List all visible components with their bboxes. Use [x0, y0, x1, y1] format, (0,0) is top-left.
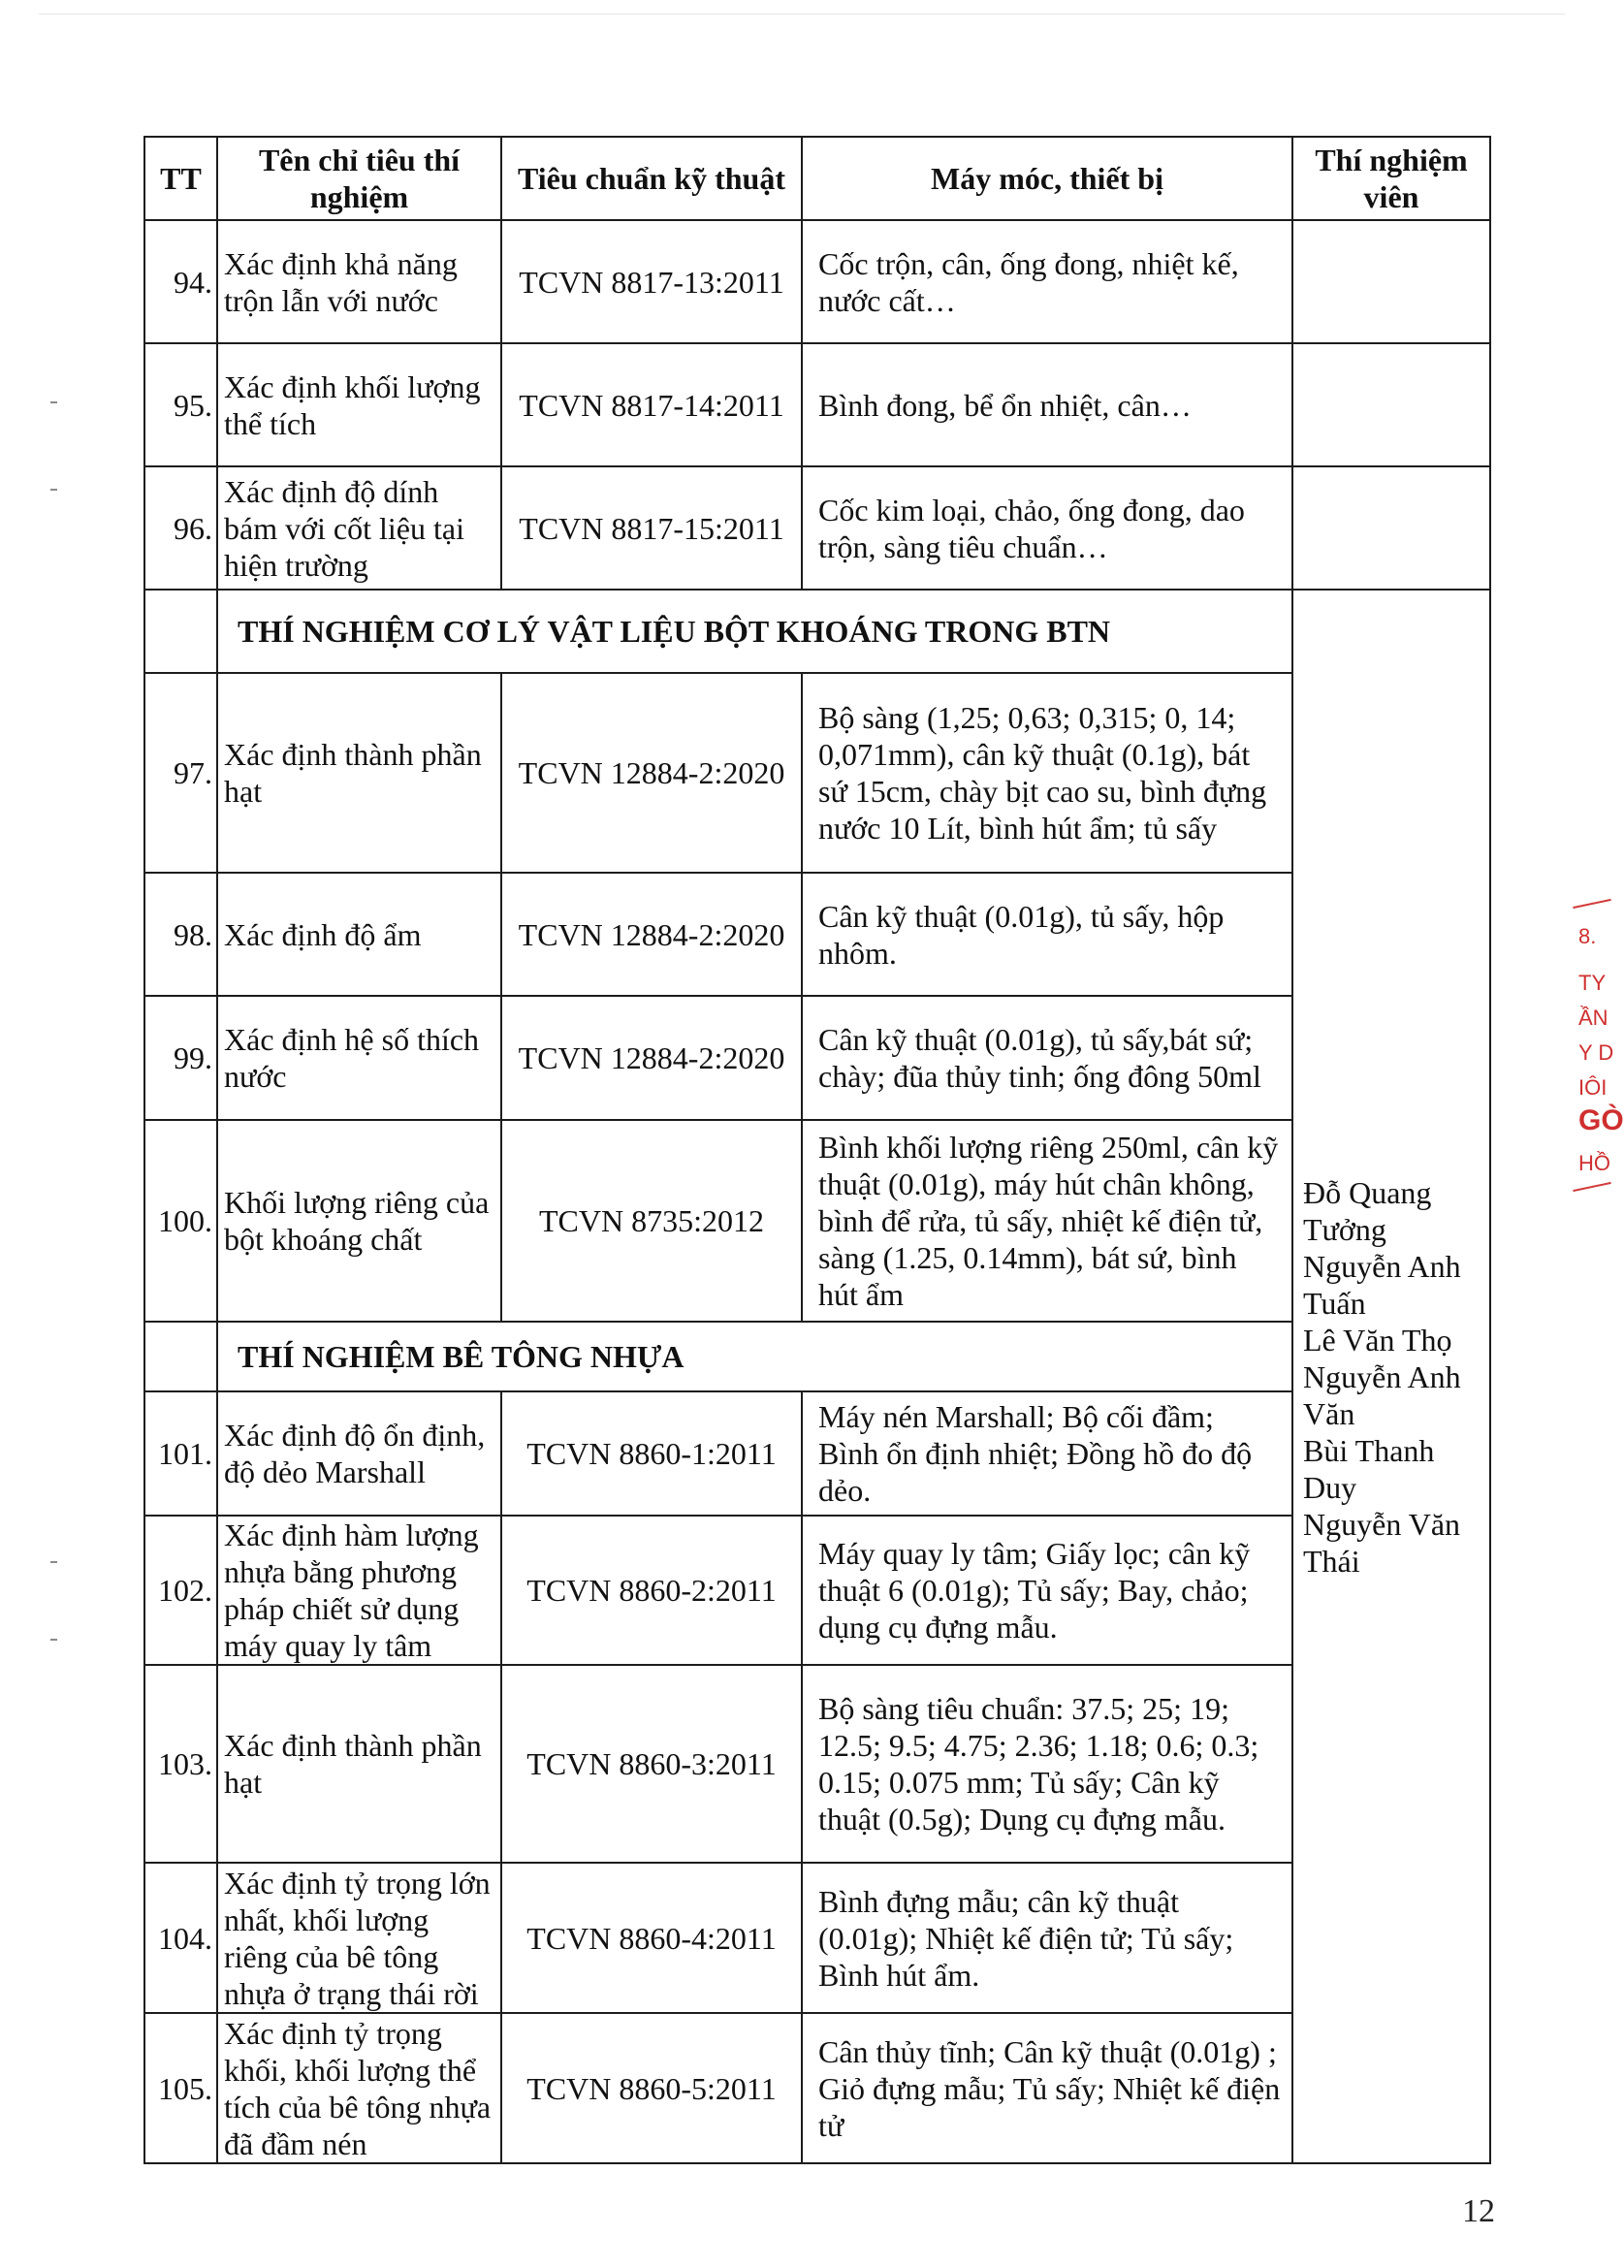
margin-mark [50, 489, 57, 491]
table-row [144, 673, 1490, 873]
row-number: 102. [144, 1516, 217, 1665]
equipment-list: Máy nén Marshall; Bộ cối đầm; Bình ổn định nhiệt; Đồng hồ đo độ dẻo. [802, 1391, 1292, 1516]
equipment-list: Bình đong, bể ổn nhiệt, cân… [802, 343, 1292, 466]
stamp-text: IÔI [1578, 1075, 1608, 1100]
test-name: Xác định tỷ trọng lớn nhất, khối lượng riêng của bê tông nhựa ở trạng thái rời [217, 1863, 501, 2013]
standard-code: TCVN 8860-2:2011 [501, 1516, 802, 1665]
equipment-list: Bình khối lượng riêng 250ml, cân kỹ thuật (0.01g), máy hút chân không, bình để rửa, tủ sấy, nhiệt kế điện tử, sàng (1.25, 0.14mm), bát sứ, bình hút ẩm [802, 1120, 1292, 1322]
top-scan-line [39, 14, 1565, 15]
equipment-list: Cốc kim loại, chảo, ống đong, dao trộn, sàng tiêu chuẩn… [802, 466, 1292, 590]
staff-cell-empty [1292, 466, 1490, 590]
standard-code: TCVN 8860-1:2011 [501, 1391, 802, 1516]
table-row [144, 1863, 1490, 2013]
test-name: Xác định độ dính bám với cốt liệu tại hiện trường [217, 466, 501, 590]
equipment-list: Cân thủy tĩnh; Cân kỹ thuật (0.01g) ; Giỏ đựng mẫu; Tủ sấy; Nhiệt kế điện tử [802, 2013, 1292, 2163]
stamp-line [1573, 899, 1611, 909]
standard-code: TCVN 8735:2012 [501, 1120, 802, 1322]
section-tt-blank [144, 590, 217, 673]
table-row [144, 466, 1490, 590]
staff-name: Đỗ Quang Tưởng [1303, 1174, 1432, 1247]
row-number: 95. [144, 343, 217, 466]
section-row-mineral-powder [144, 590, 1490, 673]
page-number: 12 [1462, 2193, 1495, 2229]
stamp-text: GÒ [1578, 1104, 1624, 1136]
test-name: Khối lượng riêng của bột khoáng chất [217, 1120, 501, 1322]
section-tt-blank [144, 1322, 217, 1391]
test-name: Xác định thành phần hạt [217, 1665, 501, 1863]
margin-mark [50, 401, 57, 403]
table-row [144, 1120, 1490, 1322]
standard-code: TCVN 8860-3:2011 [501, 1665, 802, 1863]
table-row [144, 1516, 1490, 1665]
row-number: 94. [144, 220, 217, 343]
standard-code: TCVN 8860-4:2011 [501, 1863, 802, 2013]
equipment-list: Bộ sàng tiêu chuẩn: 37.5; 25; 19; 12.5; 9.5; 4.75; 2.36; 1.18; 0.6; 0.3; 0.15; 0.075 mm; Tủ sấy; Cân kỹ thuật (0.5g); Dụng cụ đựng mẫu. [802, 1665, 1292, 1863]
standard-code: TCVN 12884-2:2020 [501, 873, 802, 996]
standard-code: TCVN 12884-2:2020 [501, 996, 802, 1120]
standard-code: TCVN 8860-5:2011 [501, 2013, 802, 2163]
header-standard: Tiêu chuẩn kỹ thuật [501, 137, 802, 220]
row-number: 99. [144, 996, 217, 1120]
test-name: Xác định khối lượng thể tích [217, 343, 501, 466]
row-number: 104. [144, 1863, 217, 2013]
table-row [144, 343, 1490, 466]
table-row [144, 1391, 1490, 1516]
row-number: 97. [144, 673, 217, 873]
table-row [144, 873, 1490, 996]
standard-code: TCVN 8817-13:2011 [501, 220, 802, 343]
test-equipment-table [143, 136, 1491, 2164]
stamp-text: TY [1578, 971, 1607, 995]
stamp-text: ẦN [1578, 1006, 1608, 1030]
table-row [144, 2013, 1490, 2163]
row-number: 105. [144, 2013, 217, 2163]
red-stamp-fragment [1565, 897, 1624, 1198]
header-equipment: Máy móc, thiết bị [802, 137, 1292, 220]
row-number: 96. [144, 466, 217, 590]
standard-code: TCVN 8817-14:2011 [501, 343, 802, 466]
margin-mark [50, 1561, 57, 1563]
margin-mark [50, 1639, 57, 1641]
staff-list [1292, 590, 1490, 2163]
row-number: 98. [144, 873, 217, 996]
test-name: Xác định hệ số thích nước [217, 996, 501, 1120]
stamp-line [1573, 1182, 1611, 1192]
staff-cell-empty [1292, 220, 1490, 343]
header-staff: Thí nghiệm viên [1292, 137, 1490, 220]
header-tt: TT [144, 137, 217, 220]
equipment-list: Bình đựng mẫu; cân kỹ thuật (0.01g); Nhiệt kế điện tử; Tủ sấy; Bình hút ẩm. [802, 1863, 1292, 2013]
test-name: Xác định thành phần hạt [217, 673, 501, 873]
equipment-list: Cốc trộn, cân, ống đong, nhiệt kế, nước cất… [802, 220, 1292, 343]
test-name: Xác định tỷ trọng khối, khối lượng thể tích của bê tông nhựa đã đầm nén [217, 2013, 501, 2163]
equipment-list: Cân kỹ thuật (0.01g), tủ sấy,bát sứ; chày; đũa thủy tinh; ống đông 50ml [802, 996, 1292, 1120]
section-title: THÍ NGHIỆM BÊ TÔNG NHỰA [217, 1322, 1292, 1391]
equipment-list: Cân kỹ thuật (0.01g), tủ sấy, hộp nhôm. [802, 873, 1292, 996]
stamp-text: 8. [1578, 924, 1597, 948]
standard-code: TCVN 12884-2:2020 [501, 673, 802, 873]
staff-name: Lê Văn Thọ [1303, 1322, 1452, 1358]
stamp-text: HỒ [1578, 1151, 1610, 1175]
table-header-row [144, 137, 1490, 220]
staff-name: Nguyễn Anh Tuấn [1303, 1248, 1461, 1321]
row-number: 103. [144, 1665, 217, 1863]
staff-name: Nguyễn Anh Văn [1303, 1358, 1461, 1431]
test-name: Xác định độ ổn định, độ dẻo Marshall [217, 1391, 501, 1516]
staff-name: Bùi Thanh Duy [1303, 1432, 1435, 1505]
test-name: Xác định hàm lượng nhựa bằng phương pháp chiết sử dụng máy quay ly tâm [217, 1516, 501, 1665]
stamp-text: Y D [1578, 1040, 1614, 1065]
row-number: 100. [144, 1120, 217, 1322]
section-row-asphalt-concrete [144, 1322, 1490, 1391]
standard-code: TCVN 8817-15:2011 [501, 466, 802, 590]
section-title: THÍ NGHIỆM CƠ LÝ VẬT LIỆU BỘT KHOÁNG TRONG BTN [217, 590, 1292, 673]
test-name: Xác định độ ẩm [217, 873, 501, 996]
row-number: 101. [144, 1391, 217, 1516]
equipment-list: Bộ sàng (1,25; 0,63; 0,315; 0, 14; 0,071mm), cân kỹ thuật (0.1g), bát sứ 15cm, chày bịt cao su, bình đựng nước 10 Lít, bình hút ẩm; tủ sấy [802, 673, 1292, 873]
staff-name: Nguyễn Văn Thái [1303, 1506, 1461, 1579]
staff-cell-empty [1292, 343, 1490, 466]
table-row [144, 996, 1490, 1120]
test-name: Xác định khả năng trộn lẫn với nước [217, 220, 501, 343]
table-row [144, 220, 1490, 343]
header-test-name: Tên chỉ tiêu thí nghiệm [217, 137, 501, 220]
table-row [144, 1665, 1490, 1863]
equipment-list: Máy quay ly tâm; Giấy lọc; cân kỹ thuật 6 (0.01g); Tủ sấy; Bay, chảo; dụng cụ đựng mẫu. [802, 1516, 1292, 1665]
